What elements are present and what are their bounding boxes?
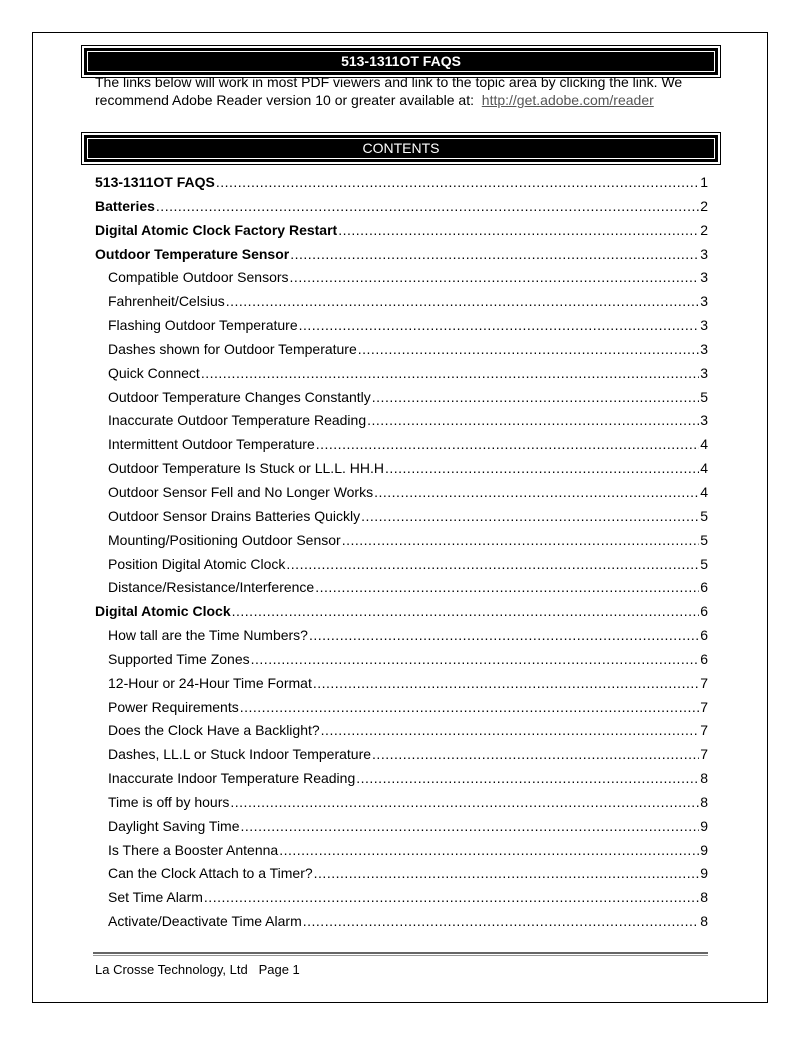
toc-entry-page: 2	[700, 221, 708, 238]
intro-line-2: recommend Adobe Reader version 10 or greater available at:	[95, 92, 474, 108]
toc-entry-label: Digital Atomic Clock Factory Restart	[95, 221, 338, 238]
toc-entry-label: Outdoor Sensor Drains Batteries Quickly	[108, 507, 361, 524]
toc-entry[interactable]	[95, 913, 708, 937]
toc-leader-dots	[374, 484, 699, 500]
toc-entry-page: 7	[700, 746, 708, 763]
toc-entry-label: Dashes shown for Outdoor Temperature	[108, 340, 357, 357]
toc-entry-label: Intermittent Outdoor Temperature	[108, 436, 315, 453]
toc-leader-dots	[385, 460, 699, 476]
toc-leader-dots	[279, 842, 699, 858]
toc-entry-label: Outdoor Temperature Sensor	[95, 245, 290, 262]
toc-entry-page: 5	[700, 531, 708, 548]
toc-leader-dots	[156, 198, 699, 214]
toc-entry[interactable]	[95, 484, 708, 508]
footer	[95, 962, 300, 977]
toc-entry[interactable]	[95, 818, 708, 842]
toc-entry[interactable]	[95, 722, 708, 746]
toc-entry-label: Flashing Outdoor Temperature	[108, 317, 298, 334]
toc-entry-page: 8	[700, 793, 708, 810]
toc-leader-dots	[232, 603, 700, 619]
toc-entry-label: Inaccurate Indoor Temperature Reading	[108, 770, 356, 787]
toc-entry-label: Distance/Resistance/Interference	[108, 579, 315, 596]
toc-leader-dots	[314, 865, 700, 881]
toc-entry-label: Supported Time Zones	[108, 650, 250, 667]
toc-entry[interactable]	[95, 508, 708, 532]
toc-entry-page: 6	[700, 650, 708, 667]
toc-entry-page: 2	[700, 197, 708, 214]
toc-entry-page: 8	[700, 889, 708, 906]
toc-leader-dots	[367, 412, 699, 428]
toc-entry-label: Outdoor Temperature Changes Constantly	[108, 388, 371, 405]
toc-entry[interactable]	[95, 770, 708, 794]
toc-entry-label: 513-1311OT FAQS	[95, 174, 215, 190]
toc-entry-label: Quick Connect	[108, 364, 200, 381]
toc-entry-page: 3	[700, 269, 708, 286]
toc-leader-dots	[299, 317, 700, 333]
toc-entry[interactable]	[95, 556, 708, 580]
toc-leader-dots	[316, 436, 699, 452]
toc-entry[interactable]	[95, 222, 708, 246]
toc-entry-label: How tall are the Time Numbers?	[108, 627, 308, 644]
toc-entry[interactable]	[95, 389, 708, 413]
toc-entry-label: Batteries	[95, 197, 155, 214]
toc-leader-dots	[321, 722, 700, 738]
toc-entry-page: 3	[700, 340, 708, 357]
toc-leader-dots	[240, 699, 699, 715]
toc-entry[interactable]	[95, 317, 708, 341]
toc-entry-page: 7	[700, 674, 708, 691]
toc-leader-dots	[230, 794, 699, 810]
toc-entry-label: Is There a Booster Antenna	[108, 841, 279, 858]
toc-leader-dots	[356, 770, 699, 786]
toc-entry-page: 8	[700, 770, 708, 787]
toc-entry[interactable]	[95, 246, 708, 270]
toc-leader-dots	[313, 675, 699, 691]
toc-entry-page: 6	[700, 627, 708, 644]
toc-entry-page: 3	[700, 317, 708, 334]
toc-leader-dots	[303, 913, 699, 929]
toc-leader-dots	[204, 889, 699, 905]
toc-entry-label: 12-Hour or 24-Hour Time Format	[108, 674, 312, 691]
toc-entry-page: 6	[700, 603, 708, 620]
toc-entry-page: 5	[700, 555, 708, 572]
toc-entry-page: 4	[700, 483, 708, 500]
toc-entry[interactable]	[95, 341, 708, 365]
toc-entry-page: 5	[700, 388, 708, 405]
toc-entry[interactable]	[95, 627, 708, 651]
toc-leader-dots	[290, 246, 699, 262]
toc-entry-label: Power Requirements	[108, 698, 239, 715]
toc-entry-page: 3	[700, 412, 708, 429]
contents-heading: CONTENTS	[87, 138, 715, 159]
toc-entry-page: 3	[700, 293, 708, 310]
toc-entry-label: Does the Clock Have a Backlight?	[108, 722, 320, 739]
toc-entry-page: 7	[700, 722, 708, 739]
footer-divider	[93, 952, 708, 956]
toc-entry-label: Position Digital Atomic Clock	[108, 555, 286, 572]
toc-entry[interactable]	[95, 174, 708, 198]
toc-leader-dots	[309, 627, 699, 643]
toc-entry[interactable]	[95, 675, 708, 699]
toc-leader-dots	[315, 579, 699, 595]
toc-entry-label: Can the Clock Attach to a Timer?	[108, 865, 313, 882]
toc-entry-page: 9	[700, 841, 708, 858]
toc-entry-label: Inaccurate Outdoor Temperature Reading	[108, 412, 367, 429]
toc-entry-page: 8	[700, 913, 708, 930]
toc-entry-page: 7	[700, 698, 708, 715]
toc-entry-page: 9	[700, 817, 708, 834]
toc-entry-label: Compatible Outdoor Sensors	[108, 269, 289, 286]
toc-entry-label: Mounting/Positioning Outdoor Sensor	[108, 531, 341, 548]
toc-entry-page: 3	[700, 245, 708, 262]
toc-leader-dots	[372, 389, 699, 405]
document-title: 513-1311OT FAQS	[87, 51, 715, 72]
toc-entry-label: Time is off by hours	[108, 793, 230, 810]
toc-leader-dots	[201, 365, 699, 381]
adobe-reader-link[interactable]: http://get.adobe.com/reader	[481, 92, 654, 108]
toc-entry[interactable]	[95, 842, 708, 866]
toc-leader-dots	[216, 174, 699, 190]
toc-leader-dots	[251, 651, 700, 667]
toc-entry[interactable]	[95, 579, 708, 603]
toc-entry[interactable]	[95, 436, 708, 460]
toc-entry-page: 5	[700, 507, 708, 524]
toc-entry-page: 4	[700, 460, 708, 477]
toc-entry[interactable]	[95, 889, 708, 913]
contents-banner	[84, 135, 718, 162]
toc-leader-dots	[361, 508, 699, 524]
intro-paragraph	[95, 73, 715, 109]
toc-entry-page: 1	[700, 174, 708, 190]
toc-entry-label: Fahrenheit/Celsius	[108, 293, 225, 310]
toc-entry[interactable]	[95, 865, 708, 889]
toc-entry[interactable]	[95, 412, 708, 436]
footer-company: La Crosse Technology, Ltd	[95, 962, 248, 977]
toc-entry[interactable]	[95, 794, 708, 818]
toc-leader-dots	[290, 269, 700, 285]
toc-entry-label: Outdoor Temperature Is Stuck or LL.L. HH.H	[108, 460, 384, 477]
toc-entry[interactable]	[95, 460, 708, 484]
toc-entry-label: Set Time Alarm	[108, 889, 203, 906]
toc-entry[interactable]	[95, 365, 708, 389]
toc-entry[interactable]	[95, 746, 708, 770]
toc-entry-label: Digital Atomic Clock	[95, 603, 231, 620]
toc-entry-page: 4	[700, 436, 708, 453]
toc-entry[interactable]	[95, 293, 708, 317]
toc-leader-dots	[358, 341, 699, 357]
table-of-contents	[95, 174, 708, 937]
toc-entry-page: 6	[700, 579, 708, 596]
toc-leader-dots	[286, 556, 699, 572]
toc-entry[interactable]	[95, 269, 708, 293]
footer-page-number: Page 1	[258, 962, 300, 977]
toc-leader-dots	[342, 532, 700, 548]
document-title-banner	[84, 48, 718, 75]
toc-leader-dots	[338, 222, 699, 238]
toc-entry-label: Daylight Saving Time	[108, 817, 240, 834]
toc-entry[interactable]	[95, 198, 708, 222]
toc-entry-page: 3	[700, 364, 708, 381]
toc-entry-label: Activate/Deactivate Time Alarm	[108, 913, 302, 930]
toc-entry[interactable]	[95, 532, 708, 556]
toc-leader-dots	[226, 293, 699, 309]
toc-entry[interactable]	[95, 699, 708, 723]
intro-line-1: The links below will work in most PDF viewers and link to the topic area by clicking the link. We	[95, 74, 683, 90]
toc-entry-label: Dashes, LL.L or Stuck Indoor Temperature	[108, 746, 372, 763]
toc-entry[interactable]	[95, 651, 708, 675]
toc-leader-dots	[241, 818, 700, 834]
toc-entry-label: Outdoor Sensor Fell and No Longer Works	[108, 483, 374, 500]
toc-entry[interactable]	[95, 603, 708, 627]
toc-entry-page: 9	[700, 865, 708, 882]
toc-leader-dots	[372, 746, 699, 762]
